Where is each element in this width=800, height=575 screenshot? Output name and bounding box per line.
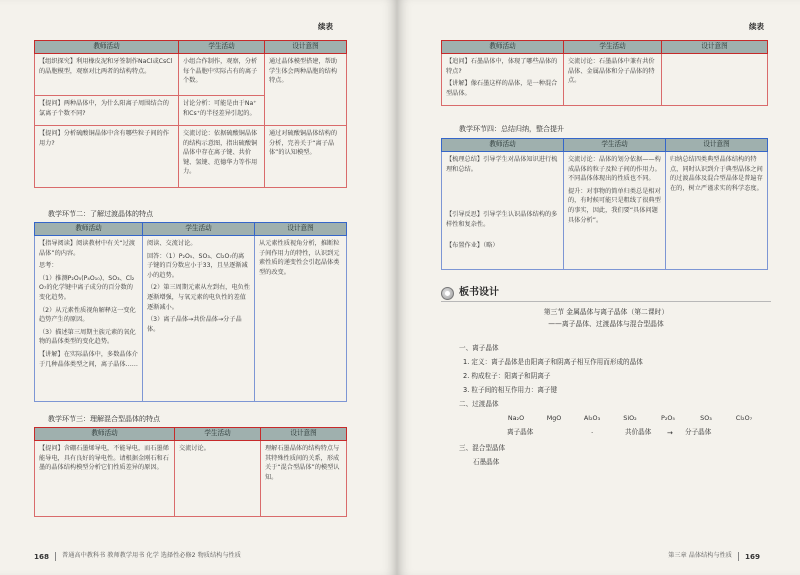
header-teacher: 教师活动 [35,41,179,54]
header-student: 学生活动 [564,41,662,54]
teacher-line: 【梳理总结】引导学生对晶体知识进行梳理和总结。 [446,156,558,173]
teacher-line: 【指导阅读】阅读教材中有关“过渡晶体”的内容。 [39,240,136,257]
oxide-formula: SO₃ [700,414,712,422]
teacher-line: 【引导反思】引导学生认识晶体结构的多样性和复杂性。 [446,211,558,228]
header-teacher: 教师活动 [35,428,175,441]
table-header-row [35,428,347,441]
footer-divider [738,552,739,561]
table-header-row [442,139,768,152]
table-row [35,441,347,517]
table-row [442,152,768,270]
right-footer [668,552,760,562]
student-cell: 小组合作制作，观察，分析每个晶胞中实际占有的离子个数。 [179,54,265,96]
oxide-formula: MgO [546,414,562,422]
board-definition: 1. 定义：离子晶体是由阳离子和阴离子相互作用而形成的晶体 [463,358,643,366]
teacher-cell: 【提问】含硼石墨烯导电，不能导电，而石墨烯能导电，具有良好的导电性。请根据金刚石和石墨的晶体结构模型分析它们性质差异的原因。 [35,441,175,517]
activity-table-2 [34,222,347,402]
header-teacher: 教师活动 [442,139,564,152]
header-student: 学生活动 [179,41,265,54]
student-cell [143,236,255,402]
student-line: （2）第三周期元素从左到右，电负性逐渐增强，与氧元素的电负性的差值逐渐减小。 [147,284,250,311]
board-ionic-heading: 一、离子晶体 [459,344,499,352]
header-intent: 设计意图 [255,223,347,236]
activity-table-1 [34,40,347,188]
student-line: （3）离子晶体→共价晶体→分子晶体。 [147,316,242,333]
section-title-2: 教学环节二：了解过渡晶体的特点 [48,210,153,218]
teacher-cell [35,236,143,402]
header-teacher: 教师活动 [442,41,564,54]
crystal-type-molecular: 分子晶体 [685,428,712,436]
continue-label: 续表 [318,22,333,31]
intent-cell [662,54,768,106]
continue-label: 续表 [749,22,764,31]
arrow-right-icon: → [667,429,673,437]
student-cell: 交流讨论：石墨晶体中兼有共价晶体、金属晶体和分子晶体的特点。 [564,54,662,106]
header-student: 学生活动 [175,428,261,441]
footer-chapter: 第三章 晶体结构与性质 [668,552,732,560]
oxide-formula: Cl₂O₇ [735,414,753,422]
teacher-cell [442,54,564,106]
intent-cell: 从元素性质视角分析，推断粒子间作用力的特性，认识到元素性质的递变性会引起晶体类型的改变。 [255,236,347,402]
table-row [35,236,347,402]
table-row [442,54,768,106]
teacher-line: 【讲解】像石墨这样的晶体，是一种混合型晶体。 [446,80,558,97]
teacher-cell: 【提问】分析硫酸铜晶体中含有哪些粒子间的作用力? [35,126,179,188]
student-cell: 交流讨论。 [175,441,261,517]
table-header-row [35,41,347,54]
teacher-cell [442,152,564,270]
teacher-line: 思考： [39,262,58,270]
header-intent: 设计意图 [265,41,347,54]
board-particles: 2. 构成粒子：阳离子和阴离子 [463,372,551,380]
page-number: 169 [744,551,760,561]
activity-table-3 [34,427,347,517]
right-page [397,0,800,575]
header-intent: 设计意图 [261,428,347,441]
teacher-cell: 【组织探究】利用橡皮泥和牙签制作NaCl或CsCl的晶胞模型，观察对比两者的结构特点。 [35,54,179,96]
intent-cell: 通过晶体模型搭建，帮助学生体会两种晶胞的结构特点。 [265,54,347,126]
crystal-type-covalent: 共价晶体 [625,428,652,436]
teacher-line: 【布置作业】（略） [446,242,499,250]
teacher-line: （3）描述第三周期主族元素的氧化物的晶体类型的变化趋势。 [39,328,136,346]
section-title-4: 教学环节四：总结归纳，整合提升 [459,125,564,133]
board-mixed-heading: 三、混合型晶体 [459,444,506,452]
teacher-line: （1）推测P₂O₅(P₄O₁₀)、SO₃、Cl₂O₇的化学键中离子成分的百分数的变化趋势。 [39,274,135,302]
crystal-type-ionic: 离子晶体 [507,428,534,436]
board-graphite: 石墨晶体 [473,458,500,466]
header-teacher: 教师活动 [35,223,143,236]
teacher-line: 【追问】石墨晶体中，体现了哪些晶体的特点? [446,58,558,75]
student-line: 阅读、交流讨论。 [147,240,197,247]
activity-table-4 [441,40,768,106]
student-cell [564,152,666,270]
oxide-formula: SiO₂ [623,414,637,422]
left-footer [34,552,241,562]
disc-icon [441,287,454,300]
section-title-3: 教学环节三：理解混合型晶体的特点 [48,415,160,423]
table-header-row [442,41,768,54]
student-line: 交流讨论：晶体的划分依据——构成晶体的粒子及粒子间的作用力。不同晶体体现出的性质也不同。 [568,156,661,183]
header-intent: 设计意图 [666,139,768,152]
intent-cell: 理解石墨晶体的结构特点与其特殊性质间的关系，形成关于“混合型晶体”的模型认知。 [261,441,347,517]
board-transition-heading: 二、过渡晶体 [459,400,499,408]
oxide-formula: Al₂O₃ [583,414,601,422]
teacher-line: （2）从元素性质视角解释这一变化趋势产生的原因。 [39,306,136,324]
oxide-formula: P₂O₅ [660,414,675,422]
oxide-series [497,414,763,423]
header-student: 学生活动 [564,139,666,152]
board-force: 3. 粒子间的相互作用力：离子键 [463,386,558,394]
table-row [35,126,347,188]
footer-divider [55,552,56,561]
student-line: 提升：对事物的简单归类总是相对的，有时候可能只是粗线了很典型的事实，因此，我们要“具体问题具体分析”。 [568,187,661,224]
student-cell: 交流讨论：依据硫酸铜晶体的结构示意图，指出硫酸铜晶体中存在离子键、共价键、氢键、范德华力等作用力。 [179,126,265,188]
activity-table-5 [441,138,768,270]
header-intent: 设计意图 [662,41,768,54]
arrow-dot: · [591,429,594,437]
student-cell: 讨论分析：可能是由于Na⁺和Cs⁺的半径差异引起的。 [179,96,265,126]
table-header-row [35,223,347,236]
student-line: 回答：（1）P₂O₅、SO₃、Cl₂O₇的离子键的百分数应小于33，且呈逐渐减小的趋势。 [147,252,248,279]
board-title-1: 第三节 金属晶体与离子晶体（第二课时） [543,308,669,316]
oxide-formula: Na₂O [507,414,525,422]
intent-cell: 归纳总结四类典型晶体结构的特点，同时认识到介于典型晶体之间的过渡晶体及混合型晶体是普遍存在的，树立严谨求实的科学态度。 [666,152,768,270]
heading-divider [441,301,771,302]
board-title-2: ——离子晶体、过渡晶体与混合型晶体 [548,320,664,328]
board-design-heading [441,286,499,301]
board-heading-text: 板书设计 [459,287,499,298]
left-page [0,0,397,575]
teacher-cell: 【提问】两种晶体中，为什么阳离子周围结合的氯离子个数不同? [35,96,179,126]
page-number: 168 [34,551,50,561]
header-student: 学生活动 [143,223,255,236]
table-row [35,54,347,96]
teacher-line: 【讲解】在实际晶体中，多数晶体介于几种晶体类型之间，离子晶体…… [39,351,138,368]
footer-text: 普通高中教科书 教师教学用书 化学 选择性必修2 物质结构与性质 [62,552,241,560]
intent-cell: 通过对硫酸铜晶体结构的分析，完善关于“离子晶体”的认知模型。 [265,126,347,188]
